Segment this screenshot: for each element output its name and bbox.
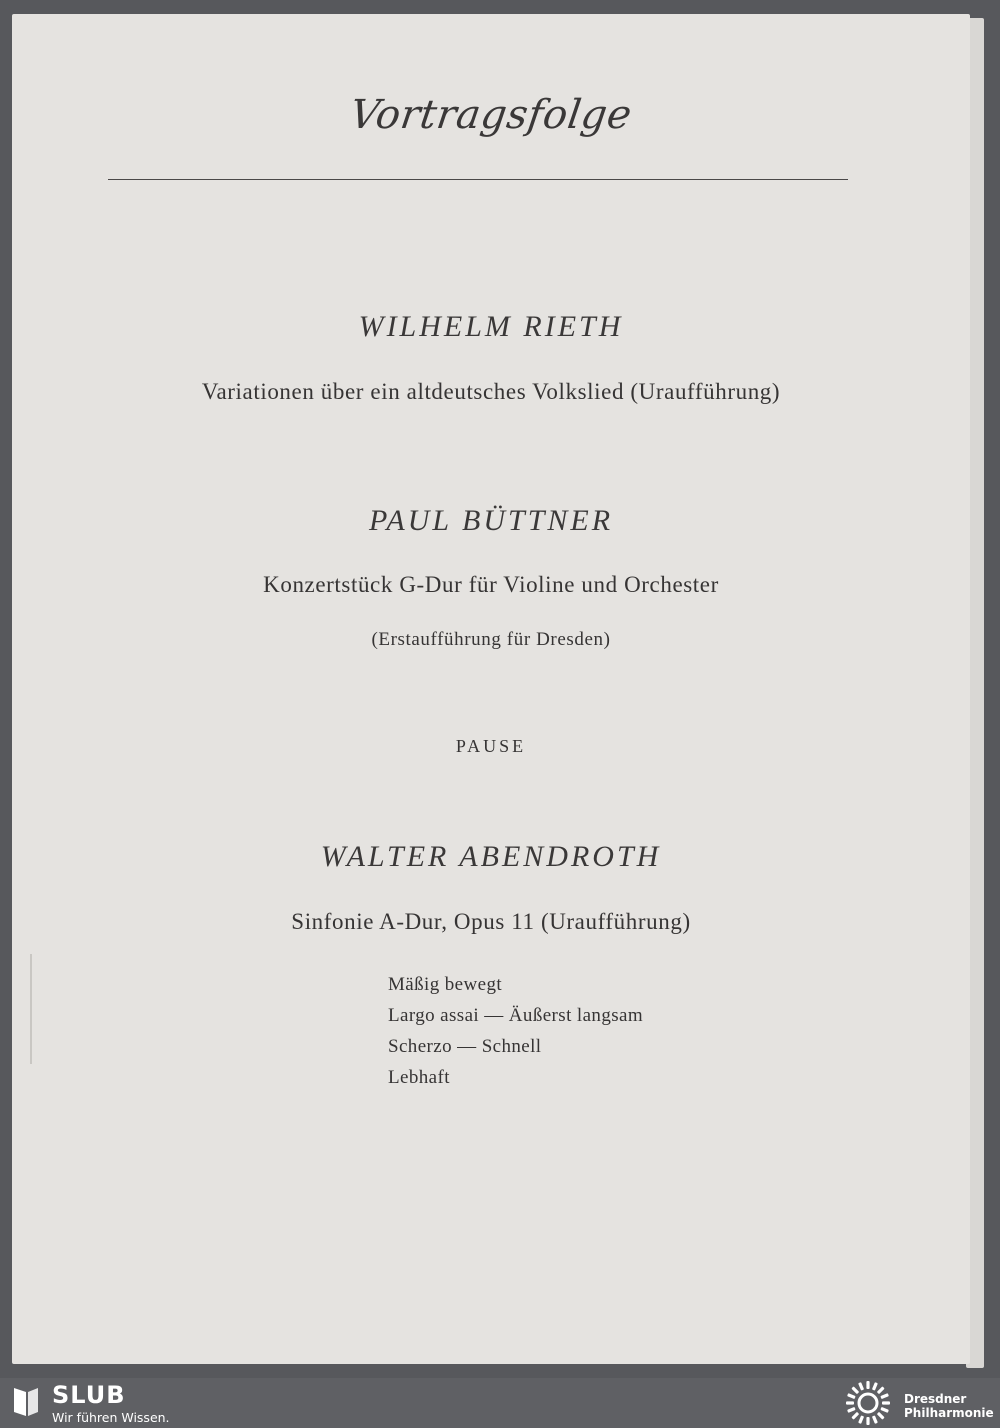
book-icon — [12, 1384, 40, 1418]
movement-list — [388, 969, 643, 1093]
movement-item: Scherzo — Schnell — [388, 1036, 542, 1057]
page-heading: Vortragsfolge — [347, 92, 635, 138]
partner-name — [904, 1392, 994, 1420]
movement-item: Lebhaft — [388, 1067, 450, 1088]
partner-name-line1: Dresdner — [904, 1392, 967, 1406]
work-note: (Erstaufführung für Dresden) — [371, 629, 611, 650]
program-page — [12, 14, 970, 1364]
composer-name: WALTER ABENDROTH — [320, 840, 662, 873]
work-title: Sinfonie A-Dur, Opus 11 (Uraufführung) — [291, 909, 691, 934]
movement-item: Largo assai — Äußerst langsam — [388, 1005, 644, 1026]
partner-name-line2: Philharmonie — [904, 1406, 994, 1420]
intermission-label: PAUSE — [455, 736, 527, 756]
composer-name: PAUL BÜTTNER — [368, 504, 614, 537]
footer-bar — [0, 1378, 1000, 1428]
movement-item: Mäßig bewegt — [388, 974, 503, 995]
library-name: SLUB — [52, 1381, 126, 1409]
binding-mark — [30, 954, 50, 1064]
composer-name: WILHELM RIETH — [358, 310, 624, 343]
sunburst-logo-icon — [842, 1380, 894, 1426]
library-tagline: Wir führen Wissen. — [52, 1410, 170, 1425]
work-title: Variationen über ein altdeutsches Volkslied (Uraufführung) — [201, 379, 781, 404]
work-title: Konzertstück G-Dur für Violine und Orchester — [263, 572, 719, 597]
heading-divider — [108, 179, 848, 180]
